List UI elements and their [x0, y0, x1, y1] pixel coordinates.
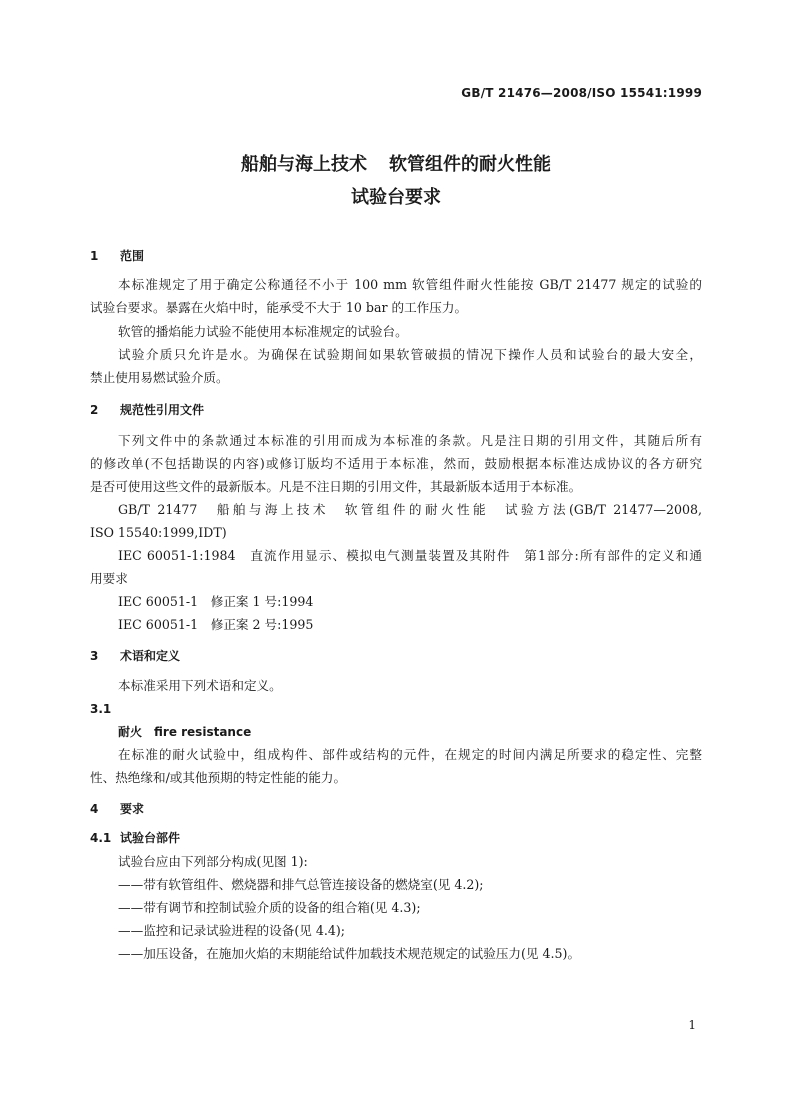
section-2-heading	[90, 398, 702, 422]
paragraph: 试验台要求。暴露在火焰中时，能承受不大于 10 bar 的工作压力。	[90, 300, 468, 315]
section-3-heading	[90, 644, 702, 668]
section-number: 4	[90, 802, 99, 816]
title-part-b: 软管组件的耐火性能	[389, 154, 551, 175]
subsection-4-1-heading	[90, 826, 702, 850]
section-title: 范围	[120, 249, 145, 263]
paragraph: 的修改单(不包括勘误的内容)或修订版均不适用于本标准，然而，鼓励根据本标准达成协议的各方研究	[90, 456, 702, 471]
page-number: 1	[688, 1018, 696, 1032]
section-title: 术语和定义	[120, 649, 181, 663]
paragraph: 本标准规定了用于确定公称通径不小于 100 mm 软管组件耐火性能按 GB/T 21477 规定的试验的	[118, 277, 702, 292]
paragraph: 本标准采用下列术语和定义。	[118, 678, 282, 693]
paragraph: 下列文件中的条款通过本标准的引用而成为本标准的条款。凡是注日期的引用文件，其随后所有	[118, 433, 702, 448]
list-item: ——监控和记录试验进程的设备(见 4.4);	[118, 923, 346, 938]
section-number: 2	[90, 403, 99, 417]
paragraph: 禁止使用易燃试验介质。	[90, 370, 229, 385]
section-4-heading	[90, 797, 702, 821]
list-item: ——加压设备，在施加火焰的末期能给试件加载技术规范规定的试验压力(见 4.5)。	[118, 946, 581, 961]
definition: 在标准的耐火试验中，组成构件、部件或结构的元件，在规定的时间内满足所要求的稳定性、完整	[118, 747, 702, 762]
document-title-line1	[0, 150, 792, 176]
subsection-number: 4.1	[90, 831, 112, 845]
paragraph: 试验台应由下列部分构成(见图 1):	[118, 854, 308, 869]
section-title: 要求	[120, 802, 145, 816]
list-item: ——带有软管组件、燃烧器和排气总管连接设备的燃烧室(见 4.2);	[118, 877, 484, 892]
document-title-line2: 试验台要求	[351, 187, 441, 208]
subsection-title: 试验台部件	[120, 831, 181, 845]
list-item: ——带有调节和控制试验介质的设备的组合箱(见 4.3);	[118, 900, 421, 915]
paragraph: 试验介质只允许是水。为确保在试验期间如果软管破损的情况下操作人员和试验台的最大安全，	[118, 347, 702, 362]
subsection-number: 3.1	[90, 702, 112, 716]
reference-item: IEC 60051-1:1984 直流作用显示、模拟电气测量装置及其附件 第1部分:所有部件的定义和通	[118, 548, 702, 563]
title-part-a: 船舶与海上技术	[241, 154, 367, 175]
term-entry: 耐火 fire resistance	[118, 725, 252, 739]
paragraph: 是否可使用这些文件的最新版本。凡是不注日期的引用文件，其最新版本适用于本标准。	[90, 479, 582, 494]
section-title: 规范性引用文件	[120, 403, 205, 417]
reference-item: IEC 60051-1 修正案 2 号:1995	[118, 617, 314, 632]
reference-item: 用要求	[90, 571, 128, 586]
standard-code: GB/T 21476—2008/ISO 15541:1999	[461, 86, 702, 100]
section-1-heading	[90, 244, 702, 268]
reference-item: IEC 60051-1 修正案 1 号:1994	[118, 594, 314, 609]
reference-item: ISO 15540:1999,IDT)	[90, 525, 227, 540]
section-number: 3	[90, 649, 99, 663]
definition: 性、热绝缘和/或其他预期的特定性能的能力。	[90, 770, 347, 785]
paragraph: 软管的播焰能力试验不能使用本标准规定的试验台。	[118, 324, 408, 339]
reference-item: GB/T 21477 船舶与海上技术 软管组件的耐火性能 试验方法(GB/T 21477—2008,	[118, 502, 702, 517]
section-number: 1	[90, 249, 99, 263]
